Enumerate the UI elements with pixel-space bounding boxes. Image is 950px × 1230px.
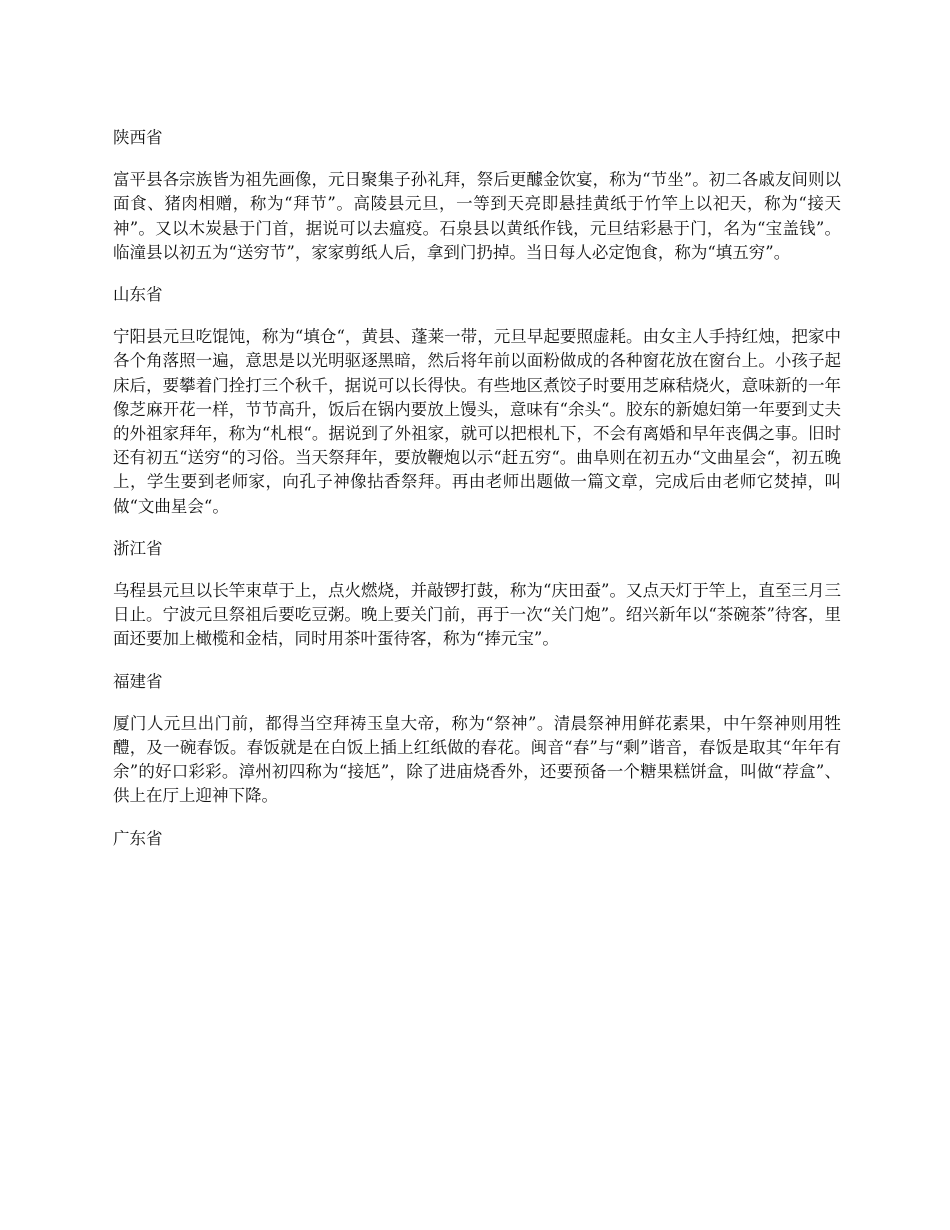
section-paragraph: 富平县各宗族皆为祖先画像，元日聚集子孙礼拜，祭后更醵金饮宴，称为“节坐”。初二各戚友间则以面食、猪肉相赠，称为“拜节”。高陵县元旦，一等到天亮即悬挂黄纸于竹竿上以祀天，称为“接天神”。又以木炭悬于门首，据说可以去瘟疫。石泉县以黄纸作钱，元旦结彩悬于门，名为“宝盖钱”。临潼县以初五为“送穷节”，家家剪纸人后，拿到门扔掉。当日每人必定饱食，称为“填五穷”。	[113, 170, 841, 262]
section-guangdong	[113, 827, 841, 851]
section-paragraph: 厦门人元旦出门前，都得当空拜祷玉皇大帝，称为“祭神”。清晨祭神用鲜花素果，中午祭神则用牲醴，及一碗春饭。春饭就是在白饭上插上红纸做的春花。闽音“春”与“剩”谐音，春饭是取其“年年有余”的好口彩彩。漳州初四称为“接尪”，除了进庙烧香外，还要预备一个糖果糕饼盒，叫做“荐盒”、供上在厅上迎神下降。	[113, 713, 841, 806]
section-zhejiang	[113, 537, 841, 652]
document-page	[113, 126, 841, 869]
section-shaanxi	[113, 126, 841, 265]
section-heading: 广东省	[113, 828, 163, 848]
section-heading: 浙江省	[113, 538, 163, 558]
section-heading: 福建省	[113, 671, 163, 691]
section-shandong	[113, 283, 841, 519]
section-heading: 陕西省	[113, 128, 163, 147]
section-paragraph: 宁阳县元旦吃馄饨，称为“填仓“，黄县、蓬莱一带，元旦早起要照虚耗。由女主人手持红烛，把家中各个角落照一遍，意思是以光明驱逐黑暗，然后将年前以面粉做成的各种窗花放在窗台上。小孩子起床后，要攀着门拴打三个秋千，据说可以长得快。有些地区煮饺子时要用芝麻秸烧火，意味新的一年像芝麻开花一样，节节高升，饭后在锅内要放上馒头，意味有“余头“。胶东的新媳妇第一年要到丈夫的外祖家拜年，称为“札根“。据说到了外祖家，就可以把根札下，不会有离婚和早年丧偶之事。旧时还有初五“送穷“的习俗。当天祭拜年，要放鞭炮以示“赶五穷“。曲阜则在初五办“文曲星会“，初五晚上，学生要到老师家，向孔子神像拈香祭拜。再由老师出题做一篇文章，完成后由老师它焚掉，叫做“文曲星会“。	[113, 327, 841, 516]
section-heading: 山东省	[113, 285, 163, 305]
section-fujian	[113, 670, 841, 809]
section-paragraph: 乌程县元旦以长竿束草于上，点火燃烧，并敲锣打鼓，称为“庆田蚕”。又点天灯于竿上，直至三月三日止。宁波元旦祭祖后要吃豆粥。晚上要关门前，再于一次“关门炮”。绍兴新年以“茶碗茶”待客，里面还要加上橄榄和金桔，同时用茶叶蛋待客，称为“捧元宝”。	[113, 581, 841, 649]
